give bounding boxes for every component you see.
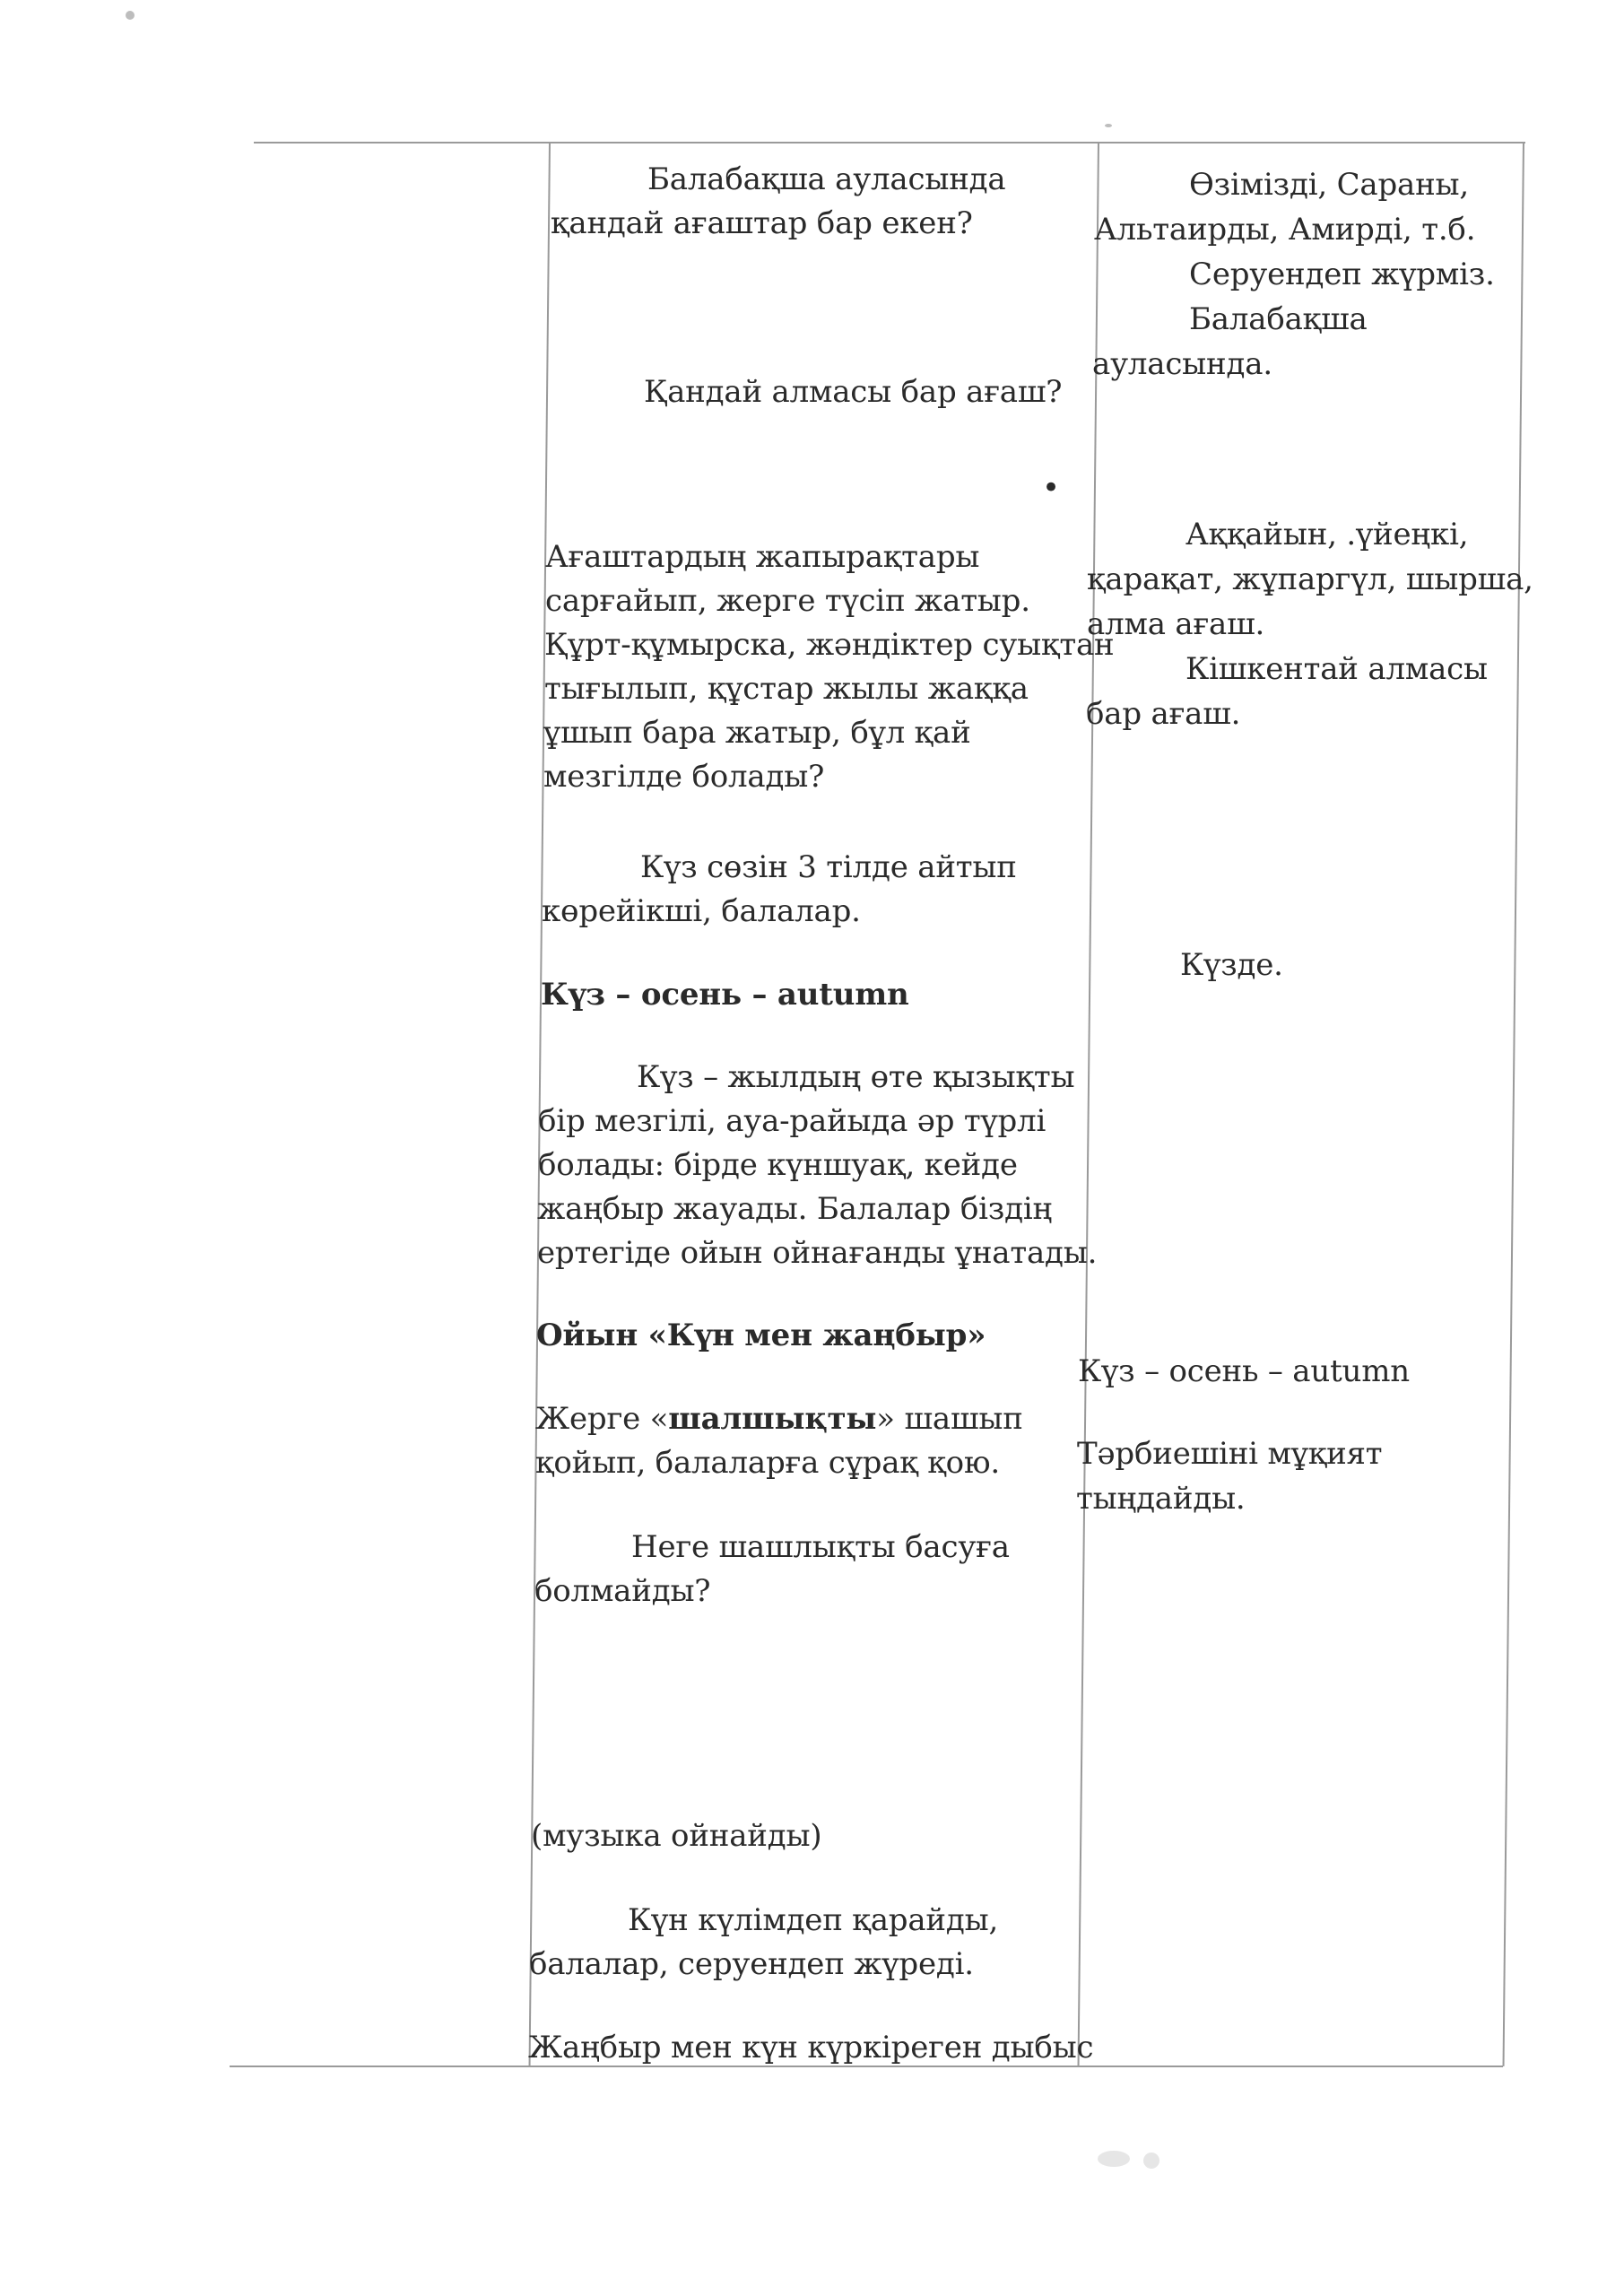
text-line: алма ағаш. [1087,606,1265,642]
section-heading: Күз – осень – autumn [541,977,909,1013]
text-line: Тәрбиешіні мұқият [1077,1436,1383,1472]
text-line: тығылып, құстар жылы жаққа [544,671,1029,707]
text-line: ауласында. [1092,346,1272,382]
text-line: Альтаирды, Амирді, т.б. [1094,212,1476,248]
text-line: Аққайын, .үйеңкі, [1185,517,1469,552]
table-right-border [1503,142,1524,2066]
text-line: жаңбыр жауады. Балалар біздің [537,1191,1053,1227]
text-line: қойып, балаларға сұрақ қою. [535,1445,1000,1481]
bullet-dot: • [1042,470,1060,506]
text-line: ертегіде ойын ойнағанды ұнатады. [537,1235,1098,1271]
text-fragment: Жерге « [535,1401,669,1437]
text-line: Күн күлімдеп қарайды, [628,1902,999,1938]
text-line: болмайды? [534,1573,711,1609]
bold-term: шалшықты [668,1401,877,1437]
text-line: Кішкентай алмасы [1185,651,1488,687]
text-line: Қандай алмасы бар ағаш? [644,374,1063,410]
column-divider-right [1078,142,1099,2066]
text-line: ұшып бара жатыр, бұл қай [543,715,971,751]
text-fragment: » шашып [876,1401,1023,1437]
text-line: мезгілде болады? [543,759,825,795]
scan-speck [126,11,135,20]
text-line: Құрт-құмырска, жәндіктер суықтан [544,627,1115,663]
text-line: Серуендеп жүрміз. [1189,257,1495,292]
text-line: қандай ағаштар бар екен? [551,205,973,241]
text-line: бір мезгілі, ауа-райыда әр түрлі [538,1103,1046,1139]
text-line: Жаңбыр мен күн күркіреген дыбыс [528,2030,1094,2066]
scan-speck [1098,2151,1130,2167]
game-heading: Ойын «Күн мен жаңбыр» [536,1318,986,1353]
text-line: Неге шашлықты басуға [631,1529,1010,1565]
text-line: Балабақша ауласында [647,161,1006,197]
text-line: болады: бірде күншуақ, кейде [538,1147,1018,1183]
text-line: балалар, серуендеп жүреді. [529,1946,974,1982]
text-line: Күзде. [1180,947,1283,983]
text-line: Күз – осень – autumn [1078,1353,1410,1389]
text-line: қарақат, жұпаргүл, шырша, [1087,561,1533,597]
text-line: Өзімізді, Сараны, [1189,167,1470,203]
text-line: (музыка ойнайды) [531,1818,822,1854]
text-line [535,1397,1023,1441]
text-line: Ағаштардың жапырақтары [545,539,980,575]
scan-speck [1143,2152,1159,2169]
scan-speck [1105,124,1112,127]
text-line: Күз – жылдың өте қызықты [637,1059,1075,1095]
text-line: бар ағаш. [1086,696,1241,732]
text-line: Балабақша [1189,301,1368,337]
text-line: тыңдайды. [1076,1481,1246,1517]
text-line: көрейікші, балалар. [542,893,861,929]
table-top-border [254,142,1525,144]
text-line: Күз сөзін 3 тілде айтып [640,849,1017,885]
text-line: сарғайып, жерге түсіп жатыр. [545,583,1030,619]
